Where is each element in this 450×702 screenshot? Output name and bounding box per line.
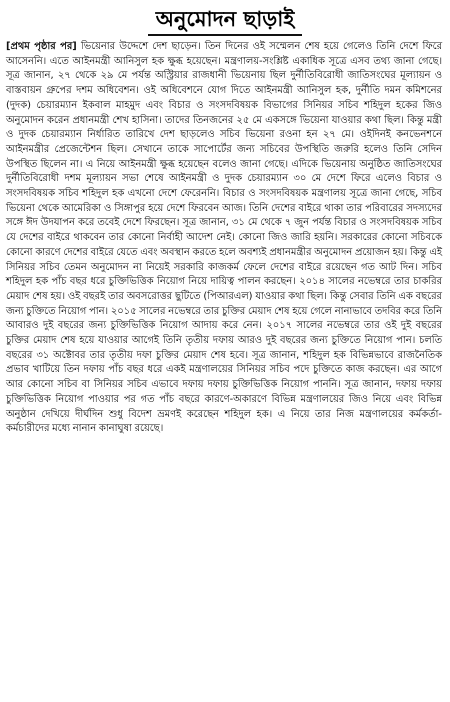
article-body-text: ভিয়েনার উদ্দেশে দেশ ছাড়েন। তিন দিনের ওই সম্মেলন শেষ হয়ে গেলেও তিনি দেশে ফিরে আসেননি। এতে আইনমন্ত্রী আনিসুল হক ক্ষুব্ধ হয়েছেন। মন্ত্রণালয়-সংশ্লিষ্ট একাধিক সূত্রে এসব তথ্য জানা গেছে। সূত্র জানান, ২৭ থেকে ২৯ মে পর্যন্ত অস্ট্রিয়ার রাজধানী ভিয়েনায় ছিল দুর্নীতিবিরোধী জাতিসংঘের মূল্যায়ন ও বাস্তবায়ন গ্রুপের দশম অধিবেশন। ওই অধিবেশনে যোগ দিতে আইনমন্ত্রী আনিসুল হক, দুর্নীতি দমন কমিশনের (দুদক) চেয়ারম্যান ইকবাল মাহমুদ এবং বিচার ও সংসদবিষয়ক বিভাগের সিনিয়র সচিব শহিদুল হকের জিও অনুমোদন করেন প্রধানমন্ত্রী শেখ হাসিনা। তাদের তিনজনের ২৫ মে একসঙ্গে ভিয়েনা যাওয়ার কথা ছিল। কিন্তু মন্ত্রী ও দুদক চেয়ারম্যান নির্ধারিত তারিখে দেশ ছাড়লেও সচিব ভিয়েনা রওনা হন ২৭ মে। ওইদিনই কনভেনশনে আইনমন্ত্রীর প্রেজেন্টেশন ছিল। সেখানে তাকে সাপোর্টের জন্য সচিবের উপস্থিতি জরুরি হলেও তিনি সেদিন উপস্থিত ছিলেন না। এ নিয়ে আইনমন্ত্রী ক্ষুব্ধ হয়েছেন বলেও জানা গেছে। এদিকে ভিয়েনায় অনুষ্ঠিত জাতিসংঘের দুর্নীতিবিরোধী দশম মূল্যায়ন সভা শেষে আইনমন্ত্রী ও দুদক চেয়ারম্যান ৩০ মে দেশে ফিরে এলেও বিচার ও সংসদবিষয়ক সচিব শহিদুল হক এখনো দেশে ফেরেননি। বিচার ও সংসদবিষয়ক মন্ত্রণালয় সূত্রে জানা গেছে, সচিব ভিয়েনা থেকে আমেরিকা ও সিঙ্গাপুর হয়ে দেশে ফিরবেন আজ। তিনি দেশের বাইরে থাকা তার পরিবারের সদস্যদের সঙ্গে ঈদ উদযাপন করে তবেই দেশে ফিরছেন। সূত্র জানান, ৩১ মে থেকে ৭ জুন পর্যন্ত বিচার ও সংসদবিষয়ক সচিব যে দেশের বাইরে থাকবেন তার কোনো নির্বাহী আদেশ নেই। কোনো জিও জারি হয়নি। সরকারের কোনো সচিবকে কোনো কারণে দেশের বাইরে যেতে এবং অবস্থান করতে হলে অবশ্যই প্রধানমন্ত্রীর অনুমোদন প্রয়োজন হয়। কিন্তু এই সিনিয়র সচিব তেমন অনুমোদন না নিয়েই সরকারি কাজকর্ম ফেলে দেশের বাইরে রয়েছেন গত আট দিন। সচিব শহিদুল হক পাঁচ বছর ধরে চুক্তিভিত্তিক নিয়োগ নিয়ে দায়িত্ব পালন করছেন। ২০১৪ সালের নভেম্বরে তার চাকরির মেয়াদ শেষ হয়। ওই বছরই তার অবসরোত্তর ছুটিতে (পিআরএল) যাওয়ার কথা ছিল। কিন্তু সেবার তিনি এক বছরের জন্য চুক্তিতে নিয়োগ পান। ২০১৫ সালের নভেম্বরে তার চুক্তির মেয়াদ শেষ হয়ে গেলে নানাভাবে তদবির করে তিনি আবারও দুই বছরের জন্য চুক্তিভিত্তিক নিয়োগ আদায় করে নেন। ২০১৭ সালের নভেম্বরে তার ওই দুই বছরের চুক্তির মেয়াদ শেষ হয়ে যাওয়ার আগেই তিনি তৃতীয় দফায় আরও দুই বছরের জন্য চুক্তিতে নিয়োগ পান। চলতি বছরের ৩১ অক্টোবর তার তৃতীয় দফা চুক্তির মেয়াদ শেষ হবে। সূত্র জানান, শহিদুল হক বিভিন্নভাবে রাজনৈতিক প্রভাব খাটিয়ে তিন দফায় পাঁচ বছর ধরে একই মন্ত্রণালয়ের সিনিয়র সচিব পদে চুক্তিতে কাজ করছেন। এর আগে আর কোনো সচিব বা সিনিয়র সচিব এভাবে দফায় দফায় চুক্তিভিত্তিক নিয়োগ পাননি। সূত্র জানান, দফায় দফায় চুক্তিভিত্তিক নিয়োগ পাওয়ার পর গত পাঁচ বছরে কারণে-অকারণে বিভিন্ন মন্ত্রণালয়ের জিও নিয়ে এবং বিভিন্ন অনুষ্ঠান দেখিয়ে দীর্ঘদিন শুধু বিদেশ ভ্রমণই করেছেন শহিদুল হক। এ নিয়ে তার নিজ মন্ত্রণালয়ের কর্মকর্তা-কর্মচারীদের মধ্যে নানান কানাঘুষা রয়েছে। [6,41,442,435]
continuation-kicker: [প্রথম পৃষ্ঠার পর] [6,41,77,52]
article-paragraph [6,40,442,437]
article-body [6,40,442,437]
headline-container [0,6,450,36]
article-headline: অনুমোদন ছাড়াই [148,6,303,36]
